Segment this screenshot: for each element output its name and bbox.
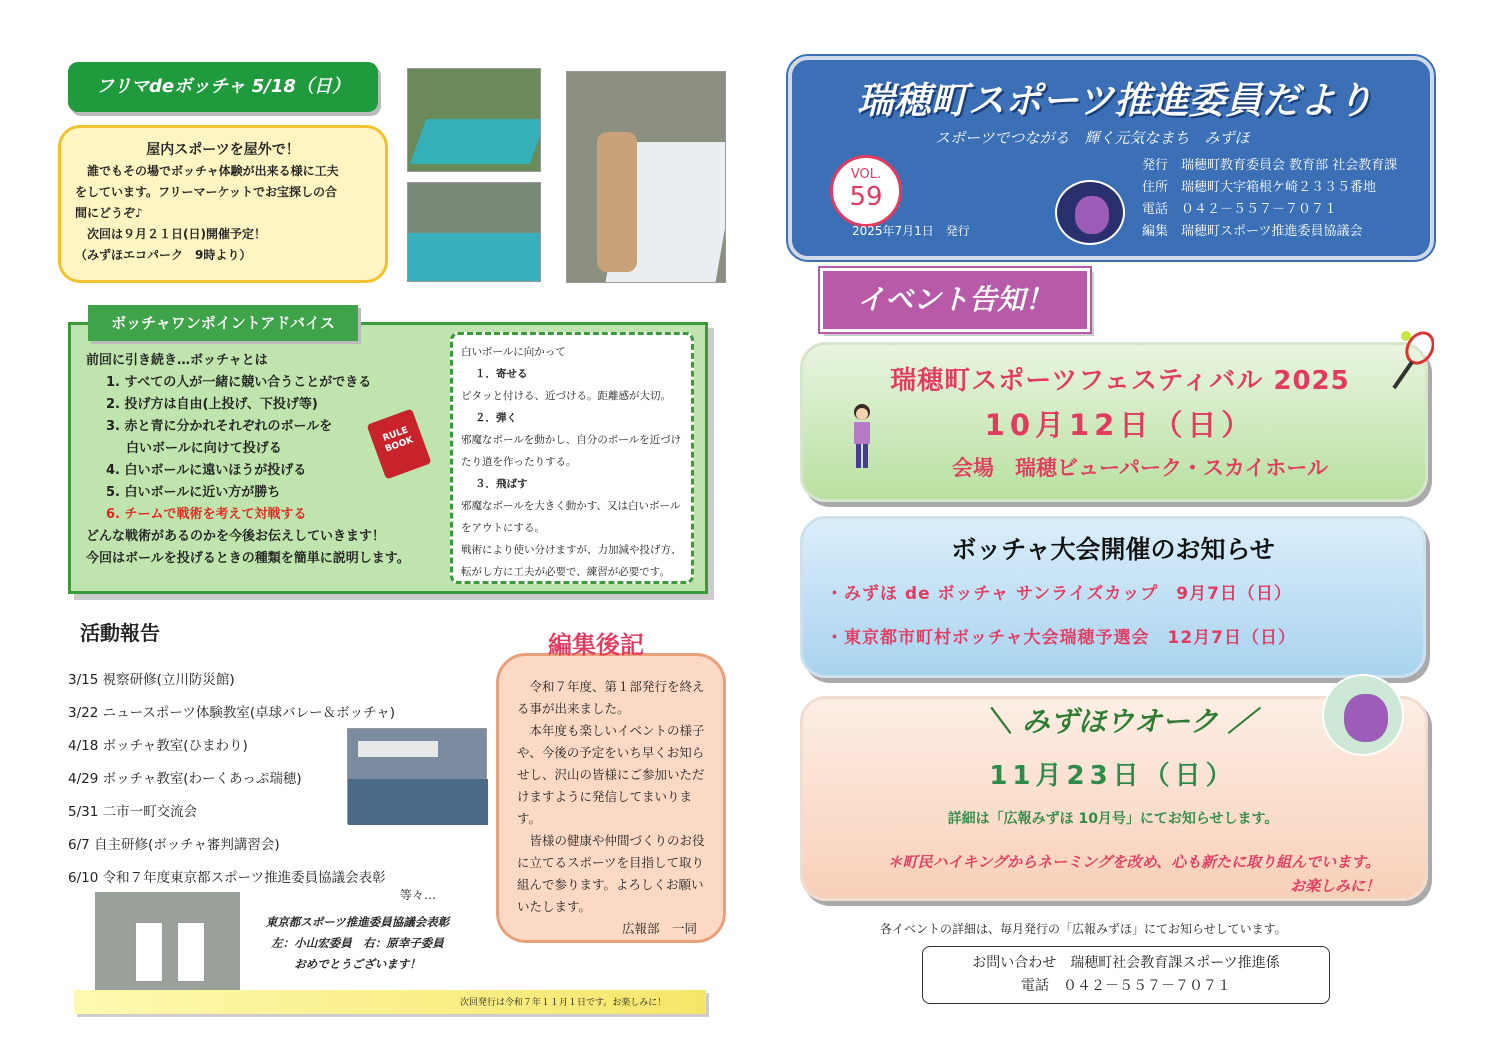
report-item: 3/15 視察研修(立川防災館) [68, 672, 235, 688]
flea-box-line: をしています。フリーマーケットでお宝探しの合 [75, 185, 337, 199]
advice-item: 2. 投げ方は自由(上投げ、下投げ等) [106, 397, 318, 412]
tips-intro: 白いボールに向かって [461, 346, 566, 358]
mizuho-walk-detail: 詳細は「広報みずほ 10月号」にてお知らせします。 [947, 811, 1279, 827]
tip-desc: 転がし方に工夫が必要で、練習が必要です。 [461, 566, 670, 578]
mascot-icon [1055, 180, 1125, 245]
tip-desc: をアウトにする。 [461, 522, 545, 534]
contact-department: お問い合わせ 瑞穂町社会教育課スポーツ推進係 [972, 955, 1280, 971]
flea-box-heading: 屋内スポーツを屋外で！ [146, 142, 300, 158]
tip-desc: 戦術により使い分けますが、力加減や投げ方、 [461, 544, 682, 556]
activity-report-list [68, 664, 395, 895]
event-announcement-tab: イベント告知！ [820, 268, 1090, 332]
issue-date: 2025年7月1日 発行 [852, 224, 970, 238]
award-caption [250, 912, 465, 975]
award-line: おめでとうございます！ [294, 957, 421, 971]
contact-phone: 電話 ０４２－５５７－７０７１ [1021, 978, 1231, 994]
advice-outro: 今回はボールを投げるときの種類を簡単に説明します。 [86, 551, 410, 566]
tip-desc: 邪魔なボールを大きく動かす、又は白いボール [461, 500, 681, 512]
boccia-photo-2 [407, 182, 541, 282]
address-line: 住所 瑞穂町大字箱根ケ崎２３３５番地 [1142, 180, 1377, 195]
boccia-photo-3 [566, 71, 726, 283]
sports-class-photo [347, 728, 487, 824]
advice-item: 白いボールに向けて投げる [126, 441, 282, 456]
flea-box-line: 誰でもその場でボッチャ体験が出来る様に工夫 [87, 164, 339, 178]
walk-note-line: お楽しみに！ [1289, 877, 1380, 895]
tip-desc: ピタッと付ける、近づける。距離感が大切。 [461, 390, 671, 402]
mizuho-walk-title: ＼ みずほウオーク ／ [984, 705, 1256, 738]
award-ceremony-photo [95, 892, 240, 992]
newsletter-subtitle: スポーツでつながる 輝く元気なまち みずほ [935, 129, 1250, 147]
rule-book-icon: RULE BOOK [367, 409, 432, 480]
editor-signature: 広報部 一同 [621, 921, 697, 936]
advice-outro: どんな戦術があるのかを今後お伝えしていきます！ [86, 529, 386, 544]
boccia-event-item: ・みずほ de ボッチャ サンライズカップ 9月7日（日） [826, 584, 1292, 604]
tip-heading: ２．弾く [475, 412, 517, 424]
festival-date: 10月12日（日） [984, 408, 1256, 442]
flea-box-line: 次回は９月２１日(日)開催予定！ [87, 227, 266, 241]
newsletter-title: 瑞穂町スポーツ推進委員だより [856, 79, 1374, 122]
events-footer-note: 各イベントの詳細は、毎月発行の「広報みずほ」にてお知らせしています。 [880, 922, 1287, 936]
flea-market-title: フリマdeボッチャ 5/18（日） [68, 62, 378, 112]
girl-illustration-icon [848, 402, 876, 472]
report-item: 6/7 自主研修(ボッチャ審判講習会) [68, 837, 280, 853]
tip-heading: １．寄せる [475, 368, 528, 380]
advice-item: 4. 白いボールに遠いほうが投げる [106, 463, 307, 478]
editor-note-box [496, 653, 726, 943]
festival-title: 瑞穂町スポーツフェスティバル 2025 [890, 366, 1350, 396]
festival-venue: 会場 瑞穂ビューパーク・スカイホール [952, 456, 1328, 480]
contact-box [922, 946, 1330, 1004]
editor-line: 編集 瑞穂町スポーツ推進委員協議会 [1142, 224, 1363, 239]
editor-paragraph: 本年度も楽しいイベントの様子や、今後の予定をいち早くお知らせし、沢山の皆様にご参加いただけますように発信してまいります。 [517, 723, 705, 826]
volume-number: 59 [849, 182, 883, 212]
next-issue-text: 次回発行は令和７年１１月１日です。お楽しみに！ [460, 998, 667, 1008]
tip-heading: ３．飛ばす [475, 478, 528, 490]
publisher-info [1142, 155, 1397, 243]
report-item: 3/22 ニュースポーツ体験教室(卓球バレー＆ボッチャ) [68, 705, 396, 721]
award-line: 左：小山宏委員 右：原幸子委員 [271, 936, 444, 950]
mascot-walk-icon [1322, 674, 1404, 756]
award-line: 東京都スポーツ推進委員協議会表彰 [265, 915, 450, 929]
phone-line: 電話 ０４２－５５７－７０７１ [1142, 202, 1338, 217]
advice-intro: 前回に引き続き…ボッチャとは [86, 353, 268, 368]
mizuho-walk-note [820, 850, 1380, 898]
flea-box-line: 間にどうぞ♪ [75, 206, 143, 220]
editor-paragraph: 令和７年度、第１部発行を終える事が出来ました。 [517, 679, 705, 716]
mizuho-walk-date: 11月23日（日） [989, 761, 1237, 791]
report-item: 4/18 ボッチャ教室(ひまわり) [68, 738, 248, 754]
volume-label: VOL. [850, 167, 882, 182]
boccia-tournament-title: ボッチャ大会開催のお知らせ [951, 535, 1275, 564]
walk-note-line: ＊町民ハイキングからネーミングを改め、心も新たに取り組んでいます。 [887, 853, 1380, 871]
publisher-line: 発行 瑞穂町教育委員会 教育部 社会教育課 [1142, 158, 1398, 173]
report-item: 4/29 ボッチャ教室(わーくあっぷ瑞穂) [68, 771, 302, 787]
editor-note-title: 編集後記 [548, 631, 644, 659]
advice-item-highlight: 6. チームで戦術を考えて対戦する [106, 507, 307, 522]
boccia-photo-1 [407, 68, 541, 172]
volume-badge [830, 155, 902, 227]
activity-report-title: 活動報告 [80, 621, 160, 645]
throw-types-box [450, 332, 694, 584]
report-item: 6/10 令和７年度東京都スポーツ推進委員協議会表彰 [68, 870, 386, 886]
editor-paragraph: 皆様の健康や仲間づくりのお役に立てるスポーツを目指して取り組んで参ります。よろしくお願いいたします。 [517, 833, 705, 914]
report-etc: 等々… [400, 888, 437, 902]
flea-market-info-box [58, 125, 388, 283]
advice-item: 1. すべての人が一緒に競い合うことができる [106, 375, 372, 390]
flea-box-line: （みずほエコパーク 9時より） [75, 248, 252, 262]
boccia-event-item: ・東京都市町村ボッチャ大会瑞穂予選会 12月7日（日） [826, 628, 1296, 648]
advice-title: ボッチャワンポイントアドバイス [88, 305, 358, 341]
tip-desc: 邪魔なボールを動かし、自分のボールを近づけ [461, 434, 682, 446]
advice-item: 5. 白いボールに近い方が勝ち [106, 485, 281, 500]
report-item: 5/31 二市一町交流会 [68, 804, 198, 820]
advice-item: 3. 赤と青に分かれそれぞれのボールを [106, 419, 333, 434]
tip-desc: たり道を作ったりする。 [461, 456, 577, 468]
tennis-racket-icon [1390, 330, 1434, 390]
